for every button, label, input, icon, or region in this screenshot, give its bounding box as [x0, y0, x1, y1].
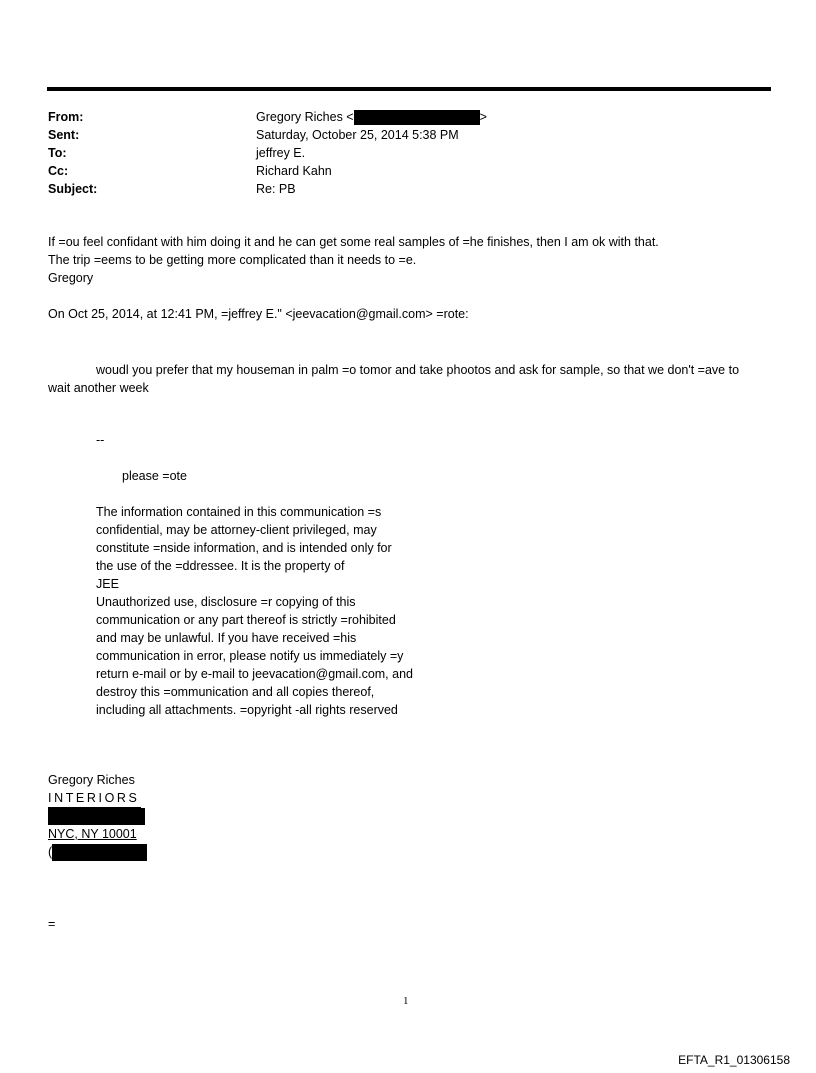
subject-value: Re: PB — [256, 182, 296, 196]
from-close: > — [479, 110, 487, 124]
to-value: jeffrey E. — [256, 146, 306, 160]
from-label: From: — [48, 110, 84, 124]
quote-intro: On Oct 25, 2014, at 12:41 PM, =jeffrey E." <jeevacation@gmail.com> =rote: — [48, 307, 469, 321]
disclaimer-line: confidential, may be attorney-client privileged, may — [96, 523, 377, 537]
cc-value: Richard Kahn — [256, 164, 332, 178]
phone-prefix: ( — [48, 845, 53, 859]
disclaimer-line: JEE — [96, 577, 119, 591]
subject-label: Subject: — [48, 182, 98, 196]
disclaimer-line: communication or any part thereof is strictly =rohibited — [96, 613, 396, 627]
signature-phone — [48, 843, 147, 861]
disclaimer-line: and may be unlawful. If you have received =his — [96, 631, 357, 645]
redacted-email — [354, 110, 480, 125]
cc-label: Cc: — [48, 164, 69, 178]
sent-label: Sent: — [48, 128, 80, 142]
redacted-phone — [52, 844, 147, 861]
quoted-message: woudl you prefer that my houseman in palm =o tomor and take phootos and ask for sample, so that we don't =ave to wait another week — [48, 363, 740, 395]
disclaimer-line: constitute =nside information, and is intended only for — [96, 541, 392, 555]
from-name: Gregory Riches < — [256, 110, 354, 124]
disclaimer-line: communication in error, please notify us immediately =y — [96, 649, 404, 663]
disclaimer-line: The information contained in this communication =s — [96, 505, 382, 519]
disclaimer — [96, 503, 413, 719]
disclaimer-line: Unauthorized use, disclosure =r copying of this — [96, 595, 356, 609]
disclaimer-line: destroy this =ommunication and all copies thereof, — [96, 685, 375, 699]
please-note: please =ote — [122, 469, 187, 483]
from-value — [256, 108, 487, 126]
header-rule — [47, 87, 771, 91]
reply-line-1: If =ou feel confidant with him doing it and he can get some real samples of =he finishes, then I am ok with that. — [48, 235, 659, 249]
disclaimer-line: including all attachments. =opyright -all rights reserved — [96, 703, 398, 717]
sent-value: Saturday, October 25, 2014 5:38 PM — [256, 128, 459, 142]
disclaimer-line: return e-mail or by e-mail to jeevacation@gmail.com, and — [96, 667, 413, 681]
trailing-marker: = — [48, 917, 56, 931]
reply-body — [48, 233, 659, 287]
document-id: EFTA_R1_01306158 — [678, 1053, 790, 1067]
signature-name: Gregory Riches — [48, 773, 135, 787]
redacted-address — [48, 808, 145, 825]
disclaimer-line: the use of the =ddressee. It is the property of — [96, 559, 345, 573]
page-number: 1 — [403, 995, 409, 1007]
signature-city: NYC, NY 10001 — [48, 827, 137, 841]
signature-block — [48, 771, 147, 861]
reply-line-3: Gregory — [48, 271, 94, 285]
reply-line-2: The trip =eems to be getting more complicated than it needs to =e. — [48, 253, 417, 267]
to-label: To: — [48, 146, 67, 160]
signature-company: INTERIORS — [48, 791, 140, 805]
separator: -- — [96, 433, 105, 447]
